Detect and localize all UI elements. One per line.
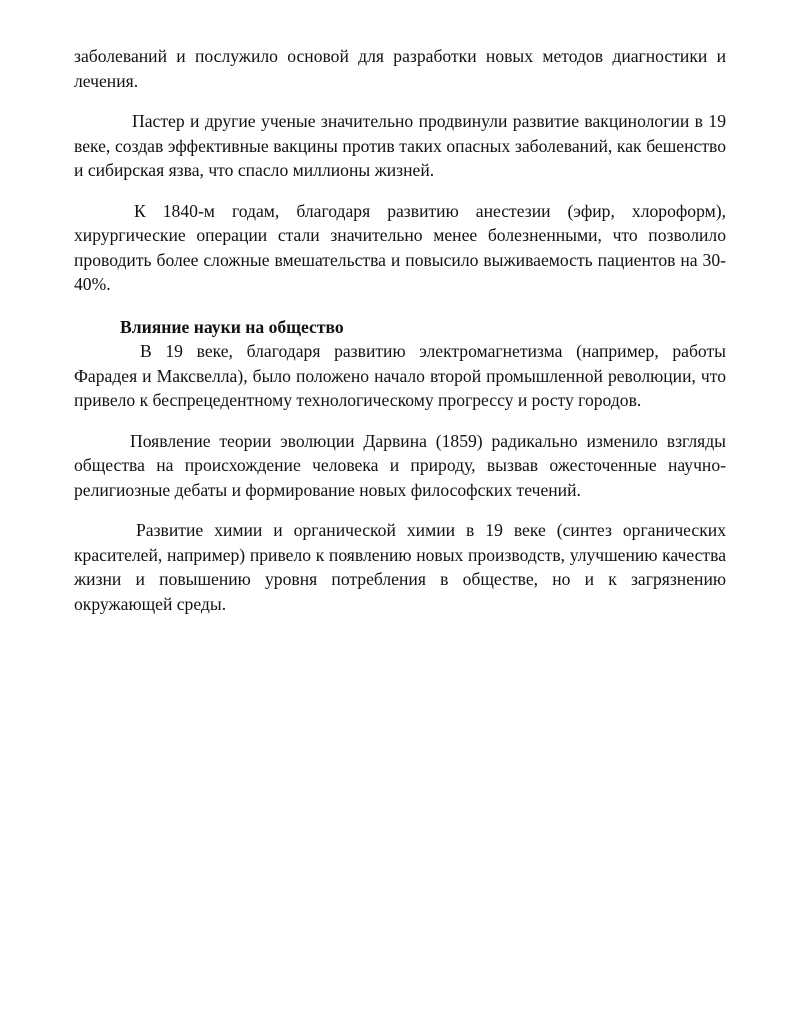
paragraph-anesthesia: К 1840-м годам, благодаря развитию анестезии (эфир, хлороформ), хирургические операции стали значительно менее болезненными, что позволило проводить более сложные вмешательства и повысило выживаемость пациентов на 30-40%. — [74, 200, 726, 294]
section-heading: Влияние науки на общество — [120, 316, 344, 337]
paragraph-chemistry: Развитие химии и органической химии в 19 веке (синтез органических красителей, например) привело к появлению новых производств, улучшению качества жизни и повышению уровня потребления в обществе, но и к загрязнению окружающей среды. — [74, 520, 726, 614]
document-body — [74, 44, 726, 632]
paragraph-vaccinology: Пастер и другие ученые значительно продвинули развитие вакцинологии в 19 веке, создав эффективные вакцины против таких опасных заболеваний, как бешенство и сибирская язва, что спасло миллионы жизней. — [74, 111, 726, 180]
paragraph-diagnostics-continuation: заболеваний и послужило основой для разработки новых методов диагностики и лечения. — [74, 46, 726, 91]
paragraph-electromagnetism: В 19 веке, благодаря развитию электромагнетизма (например, работы Фарадея и Максвелла), было положено начало второй промышленной революции, что привело к беспрецедентному технологическому прогрессу и росту городов. — [74, 341, 726, 410]
paragraph-evolution-theory: Появление теории эволюции Дарвина (1859) радикально изменило взгляды общества на происхождение человека и природу, вызвав ожесточенные научно-религиозные дебаты и формирование новых философских течений. — [74, 430, 726, 500]
